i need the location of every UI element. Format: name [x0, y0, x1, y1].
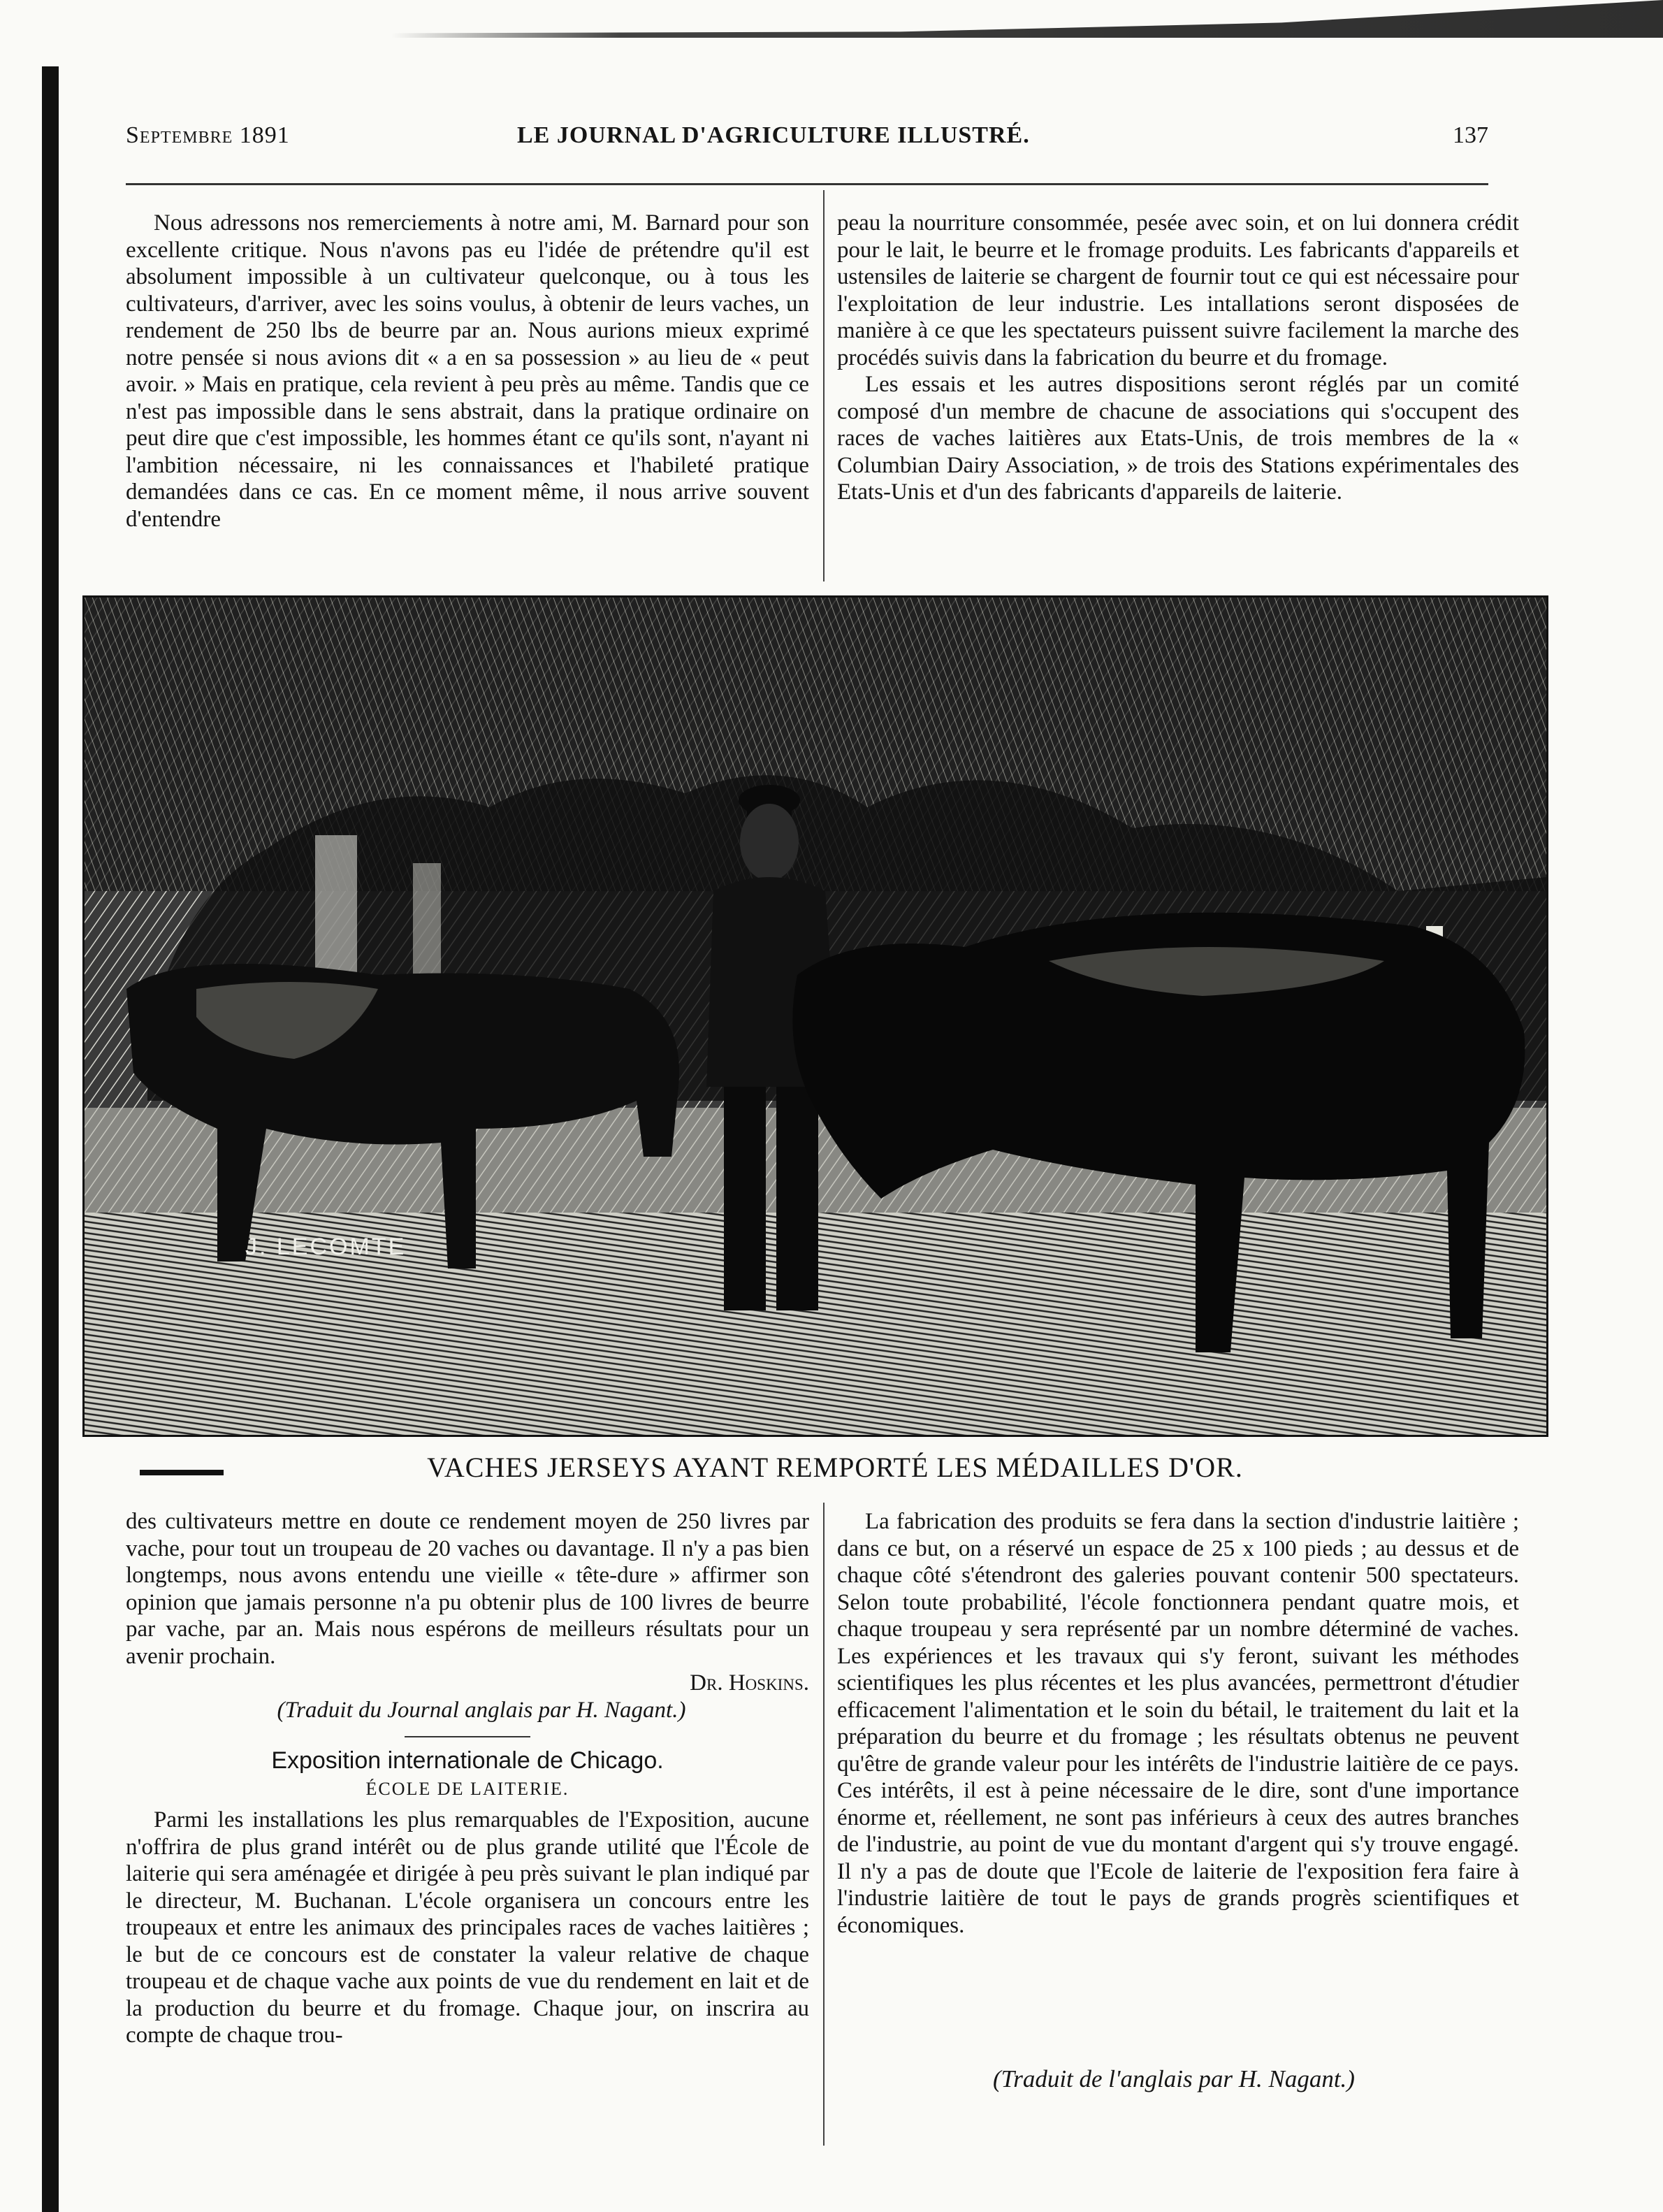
- engraving-illustration: [82, 595, 1548, 1437]
- top-left-column: [126, 210, 809, 533]
- translation-credit: (Traduit du Journal anglais par H. Nagant.): [277, 1697, 686, 1723]
- jersey-cows-engraving: [85, 598, 1546, 1435]
- engraver-signature: J. LECOMTE: [245, 1234, 407, 1260]
- caption-rule: [140, 1470, 224, 1475]
- paragraph: peau la nourriture consommée, pesée avec soin, et on lui donnera crédit pour le lait, le beurre et le fromage produits. Les fabricants d'appareils et ustensiles de laiterie se chargent de fournir tout ce qui est nécessaire pour l'exploitation de leur industrie. Les intallations seront disposées de manière à ce que les spectateurs puissent suivre facilement la marche des procédés suivis dans la fabrication du beurre et du fromage.: [837, 210, 1519, 370]
- paragraph: Parmi les installations les plus remarquables de l'Exposition, aucune n'offrira de plus grand intérêt ou de plus grande utilité que l'École de laiterie qui sera aménagée et dirigée à peu près suivant le plan indiqué par le directeur, M. Buchanan. L'école organisera un concours entre les troupeaux et entre les animaux des principales races de vaches laitières ; le but de ce concours est de constater la valeur relative de chaque troupeau et de chaque vache aux points de vue du rendement en lait et de la production du beurre et du fromage. Chaque jour, on inscrira au compte de chaque trou-: [126, 1807, 809, 2048]
- column-rule: [823, 190, 825, 581]
- signature-prefix: Dr.: [690, 1670, 723, 1696]
- bottom-left-column: [126, 1508, 809, 2049]
- section-subtitle: ÉCOLE DE LAITERIE.: [365, 1778, 569, 1799]
- paragraph: La fabrication des produits se fera dans la section d'industrie laitière ; dans ce but, on a réservé un espace de 25 x 100 pieds ; au dessus et de chaque côté s'étendront des galeries pouvant contenir 500 spectateurs. Selon toute probabilité, l'école fonctionnera pendant quatre mois, et chaque troupeau y sera représenté par un nombre déterminé de vaches. Les expériences et les travaux qui s'y feront, suivant les méthodes scientifiques les plus récentes et les plus avancées, permettront d'étudier efficacement l'alimentation et le soin du bétail, le traitement du lait et la préparation du beurre et du fromage ; les résultats obtenus ne peuvent qu'être de grande valeur pour les intérêts de l'industrie laitière de ce pays. Ces intérêts, il est à peine nécessaire de le dire, sont d'une importance énorme et, réellement, ne sont pas inférieurs à ceux des autres branches de l'industrie, au point de vue du montant d'argent qui s'y trouve engagé. Il n'y a pas de doute que l'Ecole de laiterie de l'exposition fera faire à l'industrie laitière de tout le pays de grands progrès scientifiques et économiques.: [837, 1509, 1519, 1938]
- header-rule: [126, 183, 1488, 185]
- page-header: [126, 122, 1488, 164]
- header-date: Septembre 1891: [126, 122, 290, 148]
- signature-name: Hoskins.: [728, 1670, 809, 1696]
- bottom-right-column: [837, 1508, 1519, 1939]
- paragraph: Nous adressons nos remerciements à notre ami, M. Barnard pour son excellente critique. Nous n'avons pas eu l'idée de prétendre qu'il est absolument impossible à un cultivateur quelconque, ou à tous les cultivateurs, d'arriver, avec les soins voulus, à obtenir de leurs vaches, un rendement de 250 lbs de beurre par an. Nous aurions mieux exprimé notre pensée si nous avions dit « a en sa possession » au lieu de « peut avoir. » Mais en pratique, cela revient à peu près au même. Tandis que ce n'est pas impossible dans le sens abstrait, dans la pratique ordinaire on peut dire que c'est impossible, les hommes étant ce qu'ils sont, n'ayant ni l'ambition nécessaire, ni les connaissances et l'habileté pratique demandées dans ce cas. En ce moment même, il nous arrive souvent d'entendre: [126, 210, 809, 532]
- final-translation-credit: (Traduit de l'anglais par H. Nagant.): [993, 2065, 1355, 2092]
- journal-title: LE JOURNAL D'AGRICULTURE ILLUSTRÉ.: [517, 122, 1030, 148]
- page-number: 137: [1453, 122, 1488, 148]
- section-title: Exposition internationale de Chicago.: [271, 1747, 664, 1774]
- top-right-column: [837, 210, 1519, 506]
- illustration-caption: VACHES JERSEYS AYANT REMPORTÉ LES MÉDAILLES D'OR.: [427, 1452, 1243, 1483]
- column-rule: [823, 1503, 825, 2146]
- scan-left-border: [42, 66, 59, 2212]
- paragraph: des cultivateurs mettre en doute ce rendement moyen de 250 livres par vache, pour tout un troupeau de 20 vaches ou davantage. Il n'y a pas bien longtemps, nous avons entendu une vieille « tête-dure » affirmer son opinion que jamais personne n'a pu obtenir plus de 100 livres de beurre par vache, par an. Mais nous espérons de meilleurs résultats pour un avenir prochain.: [126, 1509, 809, 1669]
- author-signature: [126, 1670, 809, 1697]
- scan-top-border: [391, 0, 1663, 38]
- section-divider: [405, 1736, 530, 1737]
- paragraph: Les essais et les autres dispositions seront réglés par un comité composé d'un membre de chacune de associations qui s'occupent des races de vaches laitières aux Etats-Unis, de trois membres de la « Columbian Dairy Association, » de trois des Stations expérimentales des Etats-Unis et d'un des fabricants d'appareils de laiterie.: [837, 372, 1519, 505]
